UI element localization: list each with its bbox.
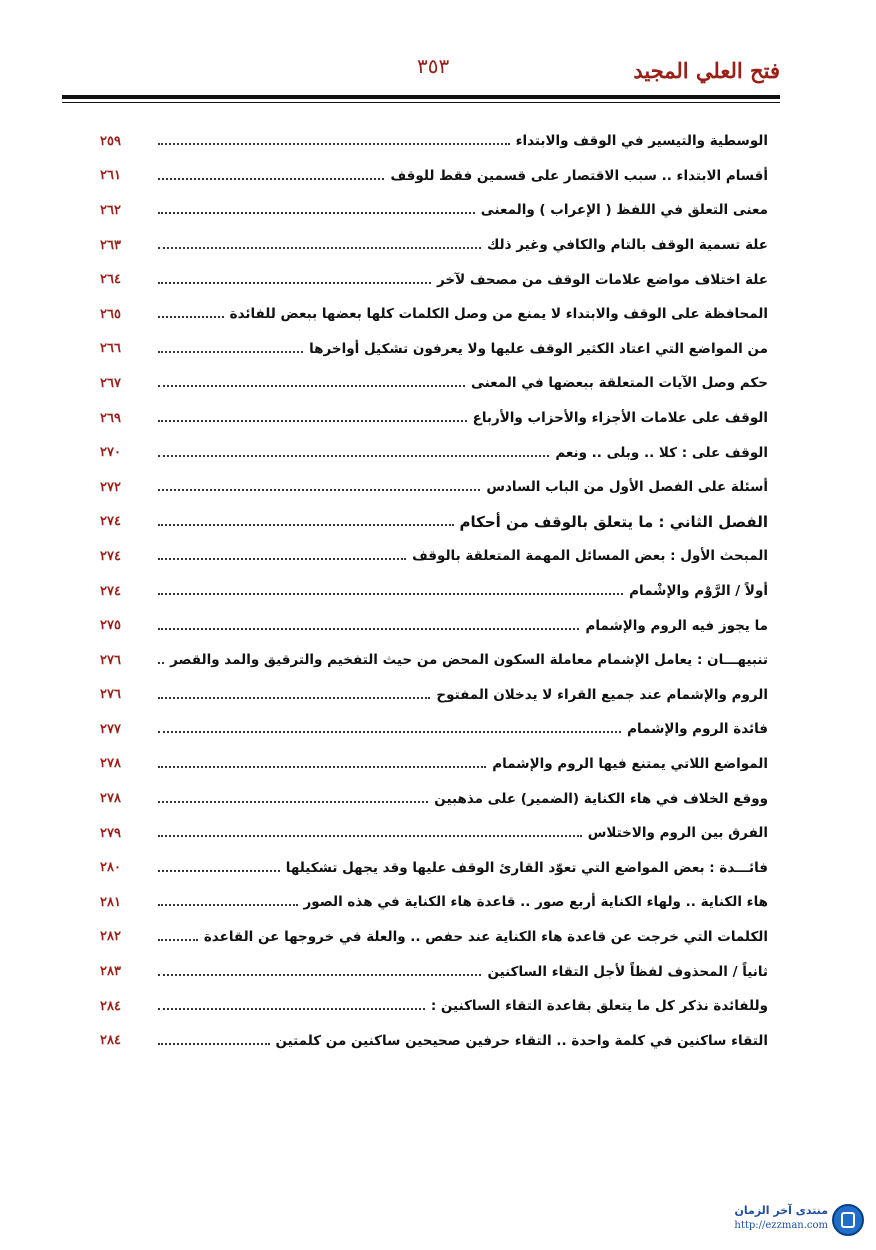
toc-entry[interactable] (100, 781, 768, 816)
dot-leader (158, 1043, 270, 1045)
dot-leader (158, 1008, 425, 1010)
toc-entry-title: فائـــدة : بعض المواضع التي تعوّد القارئ الوقف عليها وقد يجهل تشكيلها (285, 859, 768, 876)
toc-entry[interactable] (100, 816, 768, 851)
header-rule-thick (62, 95, 780, 99)
toc-entry[interactable] (100, 297, 768, 332)
toc-entry[interactable] (100, 574, 768, 609)
toc-entry-title: الفصل الثاني : ما يتعلق بالوقف من أحكام (459, 512, 768, 531)
toc-entry-page: ٢٦١ (100, 168, 121, 184)
dot-leader (158, 385, 465, 387)
toc-entry[interactable] (100, 954, 768, 989)
toc-entry-title: الروم والإشمام عند جميع القراء لا يدخلان المفتوح (436, 686, 768, 703)
dot-leader (158, 628, 579, 630)
dot-leader (158, 939, 198, 941)
toc-entry-page: ٢٦٩ (100, 410, 121, 426)
toc-entry-title: أولاً / الرَّوْم والإشْمام (629, 583, 768, 600)
toc-entry-title: معنى التعلق في اللفظ ( الإعراب ) والمعنى (480, 202, 768, 219)
dot-leader (158, 455, 549, 457)
toc-entry[interactable] (100, 401, 768, 436)
toc-entry-page: ٢٦٧ (100, 375, 121, 391)
dot-leader (158, 143, 510, 145)
footer-watermark (700, 1202, 870, 1236)
toc-entry-page: ٢٧٥ (100, 618, 121, 634)
dot-leader (158, 870, 280, 872)
toc-entry-page: ٢٧٨ (100, 756, 121, 772)
toc-entry-title: الفرق بين الروم والاختلاس (587, 825, 768, 842)
dot-leader (158, 316, 224, 318)
toc-entry[interactable] (100, 262, 768, 297)
toc-entry[interactable] (100, 608, 768, 643)
toc-entry-page: ٢٦٤ (100, 272, 121, 288)
footer-site-name: منتدى آخر الزمان (734, 1204, 828, 1217)
dot-leader (158, 835, 582, 837)
toc-entry-page: ٢٨٢ (100, 929, 121, 945)
toc-entry[interactable] (100, 159, 768, 194)
toc-entry[interactable] (100, 1023, 768, 1058)
toc-entry[interactable] (100, 885, 768, 920)
dot-leader (158, 282, 431, 284)
toc-entry[interactable] (100, 712, 768, 747)
toc-entry-page: ٢٧٤ (100, 548, 121, 564)
toc-entry-page: ٢٨٣ (100, 964, 121, 980)
toc-entry-page: ٢٧٠ (100, 445, 121, 461)
footer-url[interactable]: http://ezzman.com (734, 1220, 828, 1231)
toc-entry[interactable] (100, 678, 768, 713)
toc-entry-title: أقسام الابتداء .. سبب الاقتصار على قسمين فقط للوقف (390, 167, 768, 184)
page-number: ٣٥٣ (417, 54, 450, 78)
toc-entry[interactable] (100, 505, 768, 540)
page-header (62, 52, 780, 92)
table-of-contents (100, 124, 768, 1058)
toc-entry[interactable] (100, 228, 768, 263)
toc-entry-page: ٢٧٤ (100, 514, 121, 530)
dot-leader (158, 974, 481, 976)
toc-entry-title: الكلمات التي خرجت عن قاعدة هاء الكناية عند حفص .. والعلة في خروجها عن القاعدة (203, 928, 768, 945)
toc-entry-title: أسئلة على الفصل الأول من الباب السادس (486, 479, 768, 496)
dot-leader (158, 801, 428, 803)
toc-entry-page: ٢٧٧ (100, 721, 121, 737)
toc-entry-title: علة اختلاف مواضع علامات الوقف من مصحف لآخر (436, 271, 768, 288)
toc-entry-title: هاء الكناية .. ولهاء الكناية أربع صور .. قاعدة هاء الكناية في هذه الصور (303, 894, 768, 911)
dot-leader (158, 247, 481, 249)
toc-entry-title: التقاء ساكنين في كلمة واحدة .. التقاء حرفين صحيحين ساكنين من كلمتين (275, 1032, 768, 1049)
toc-entry-title: حكم وصل الآيات المتعلقة ببعضها في المعنى (470, 375, 768, 392)
toc-entry-page: ٢٨٤ (100, 1033, 121, 1049)
toc-entry-title: ثانياً / المحذوف لفظاً لأجل التقاء الساكنين (487, 963, 768, 980)
toc-entry-page: ٢٦٦ (100, 341, 121, 357)
toc-entry-page: ٢٦٥ (100, 306, 121, 322)
toc-entry-page: ٢٧٤ (100, 583, 121, 599)
toc-entry-title: علة تسمية الوقف بالتام والكافي وغير ذلك (486, 237, 768, 254)
dot-leader (158, 904, 298, 906)
toc-entry-page: ٢٧٦ (100, 687, 121, 703)
toc-entry-page: ٢٨٤ (100, 998, 121, 1014)
toc-entry-page: ٢٧٩ (100, 825, 121, 841)
dot-leader (158, 178, 384, 180)
toc-entry-title: الوقف على : كلا .. وبلى .. ونعم (555, 444, 768, 461)
toc-entry-title: المواضع اللاتي يمتنع فيها الروم والإشمام (492, 755, 768, 772)
toc-entry[interactable] (100, 747, 768, 782)
toc-entry-page: ٢٦٣ (100, 237, 121, 253)
toc-entry[interactable] (100, 435, 768, 470)
dot-leader (158, 489, 480, 491)
toc-entry-page: ٢٥٩ (100, 133, 121, 149)
dot-leader (158, 351, 303, 353)
toc-entry-title: تنبيهـــان : يعامل الإشمام معاملة السكون المحض من حيث التفخيم والترقيق والمد والقصر (170, 652, 768, 669)
toc-entry-page: ٢٧٢ (100, 479, 121, 495)
toc-entry-page: ٢٧٨ (100, 791, 121, 807)
toc-entry[interactable] (100, 366, 768, 401)
dot-leader (158, 593, 623, 595)
dot-leader (158, 558, 406, 560)
toc-entry[interactable] (100, 850, 768, 885)
toc-entry[interactable] (100, 193, 768, 228)
dot-leader (158, 766, 486, 768)
toc-entry-title: المبحث الأول : بعض المسائل المهمة المتعلقة بالوقف (412, 548, 768, 565)
toc-entry-title: من المواضع التي اعتاد الكثير الوقف عليها ولا يعرفون تشكيل أواخرها (309, 340, 768, 357)
dot-leader (158, 731, 621, 733)
toc-entry-title: ما يجوز فيه الروم والإشمام (585, 617, 768, 634)
toc-entry-page: ٢٨١ (100, 894, 121, 910)
dot-leader (158, 662, 164, 664)
toc-entry-page: ٢٧٦ (100, 652, 121, 668)
shield-logo-icon (832, 1204, 864, 1236)
dot-leader (158, 420, 467, 422)
toc-entry-title: المحافظة على الوقف والابتداء لا يمنع من وصل الكلمات كلها بعضها ببعض للفائدة (229, 306, 768, 323)
header-rule-thin (62, 102, 780, 103)
toc-entry-title: وللفائدة نذكر كل ما يتعلق بقاعدة التقاء الساكنين : (430, 998, 768, 1015)
toc-entry-title: ووقع الخلاف في هاء الكناية (الضمير) على مذهبين (434, 790, 768, 807)
toc-entry[interactable] (100, 920, 768, 955)
toc-entry[interactable] (100, 989, 768, 1024)
toc-entry-title: فائدة الروم والإشمام (627, 721, 768, 738)
dot-leader (158, 524, 454, 526)
toc-entry-title: الوسطية والتيسير في الوقف والابتداء (515, 133, 768, 150)
toc-entry[interactable] (100, 643, 768, 678)
toc-entry-page: ٢٦٢ (100, 202, 121, 218)
toc-entry[interactable] (100, 470, 768, 505)
toc-entry[interactable] (100, 124, 768, 159)
toc-entry[interactable] (100, 539, 768, 574)
dot-leader (158, 212, 475, 214)
toc-entry-title: الوقف على علامات الأجزاء والأحزاب والأرباع (472, 410, 768, 427)
book-title: فتح العلي المجيد (633, 58, 780, 83)
toc-entry-page: ٢٨٠ (100, 860, 121, 876)
toc-entry[interactable] (100, 332, 768, 367)
dot-leader (158, 697, 430, 699)
